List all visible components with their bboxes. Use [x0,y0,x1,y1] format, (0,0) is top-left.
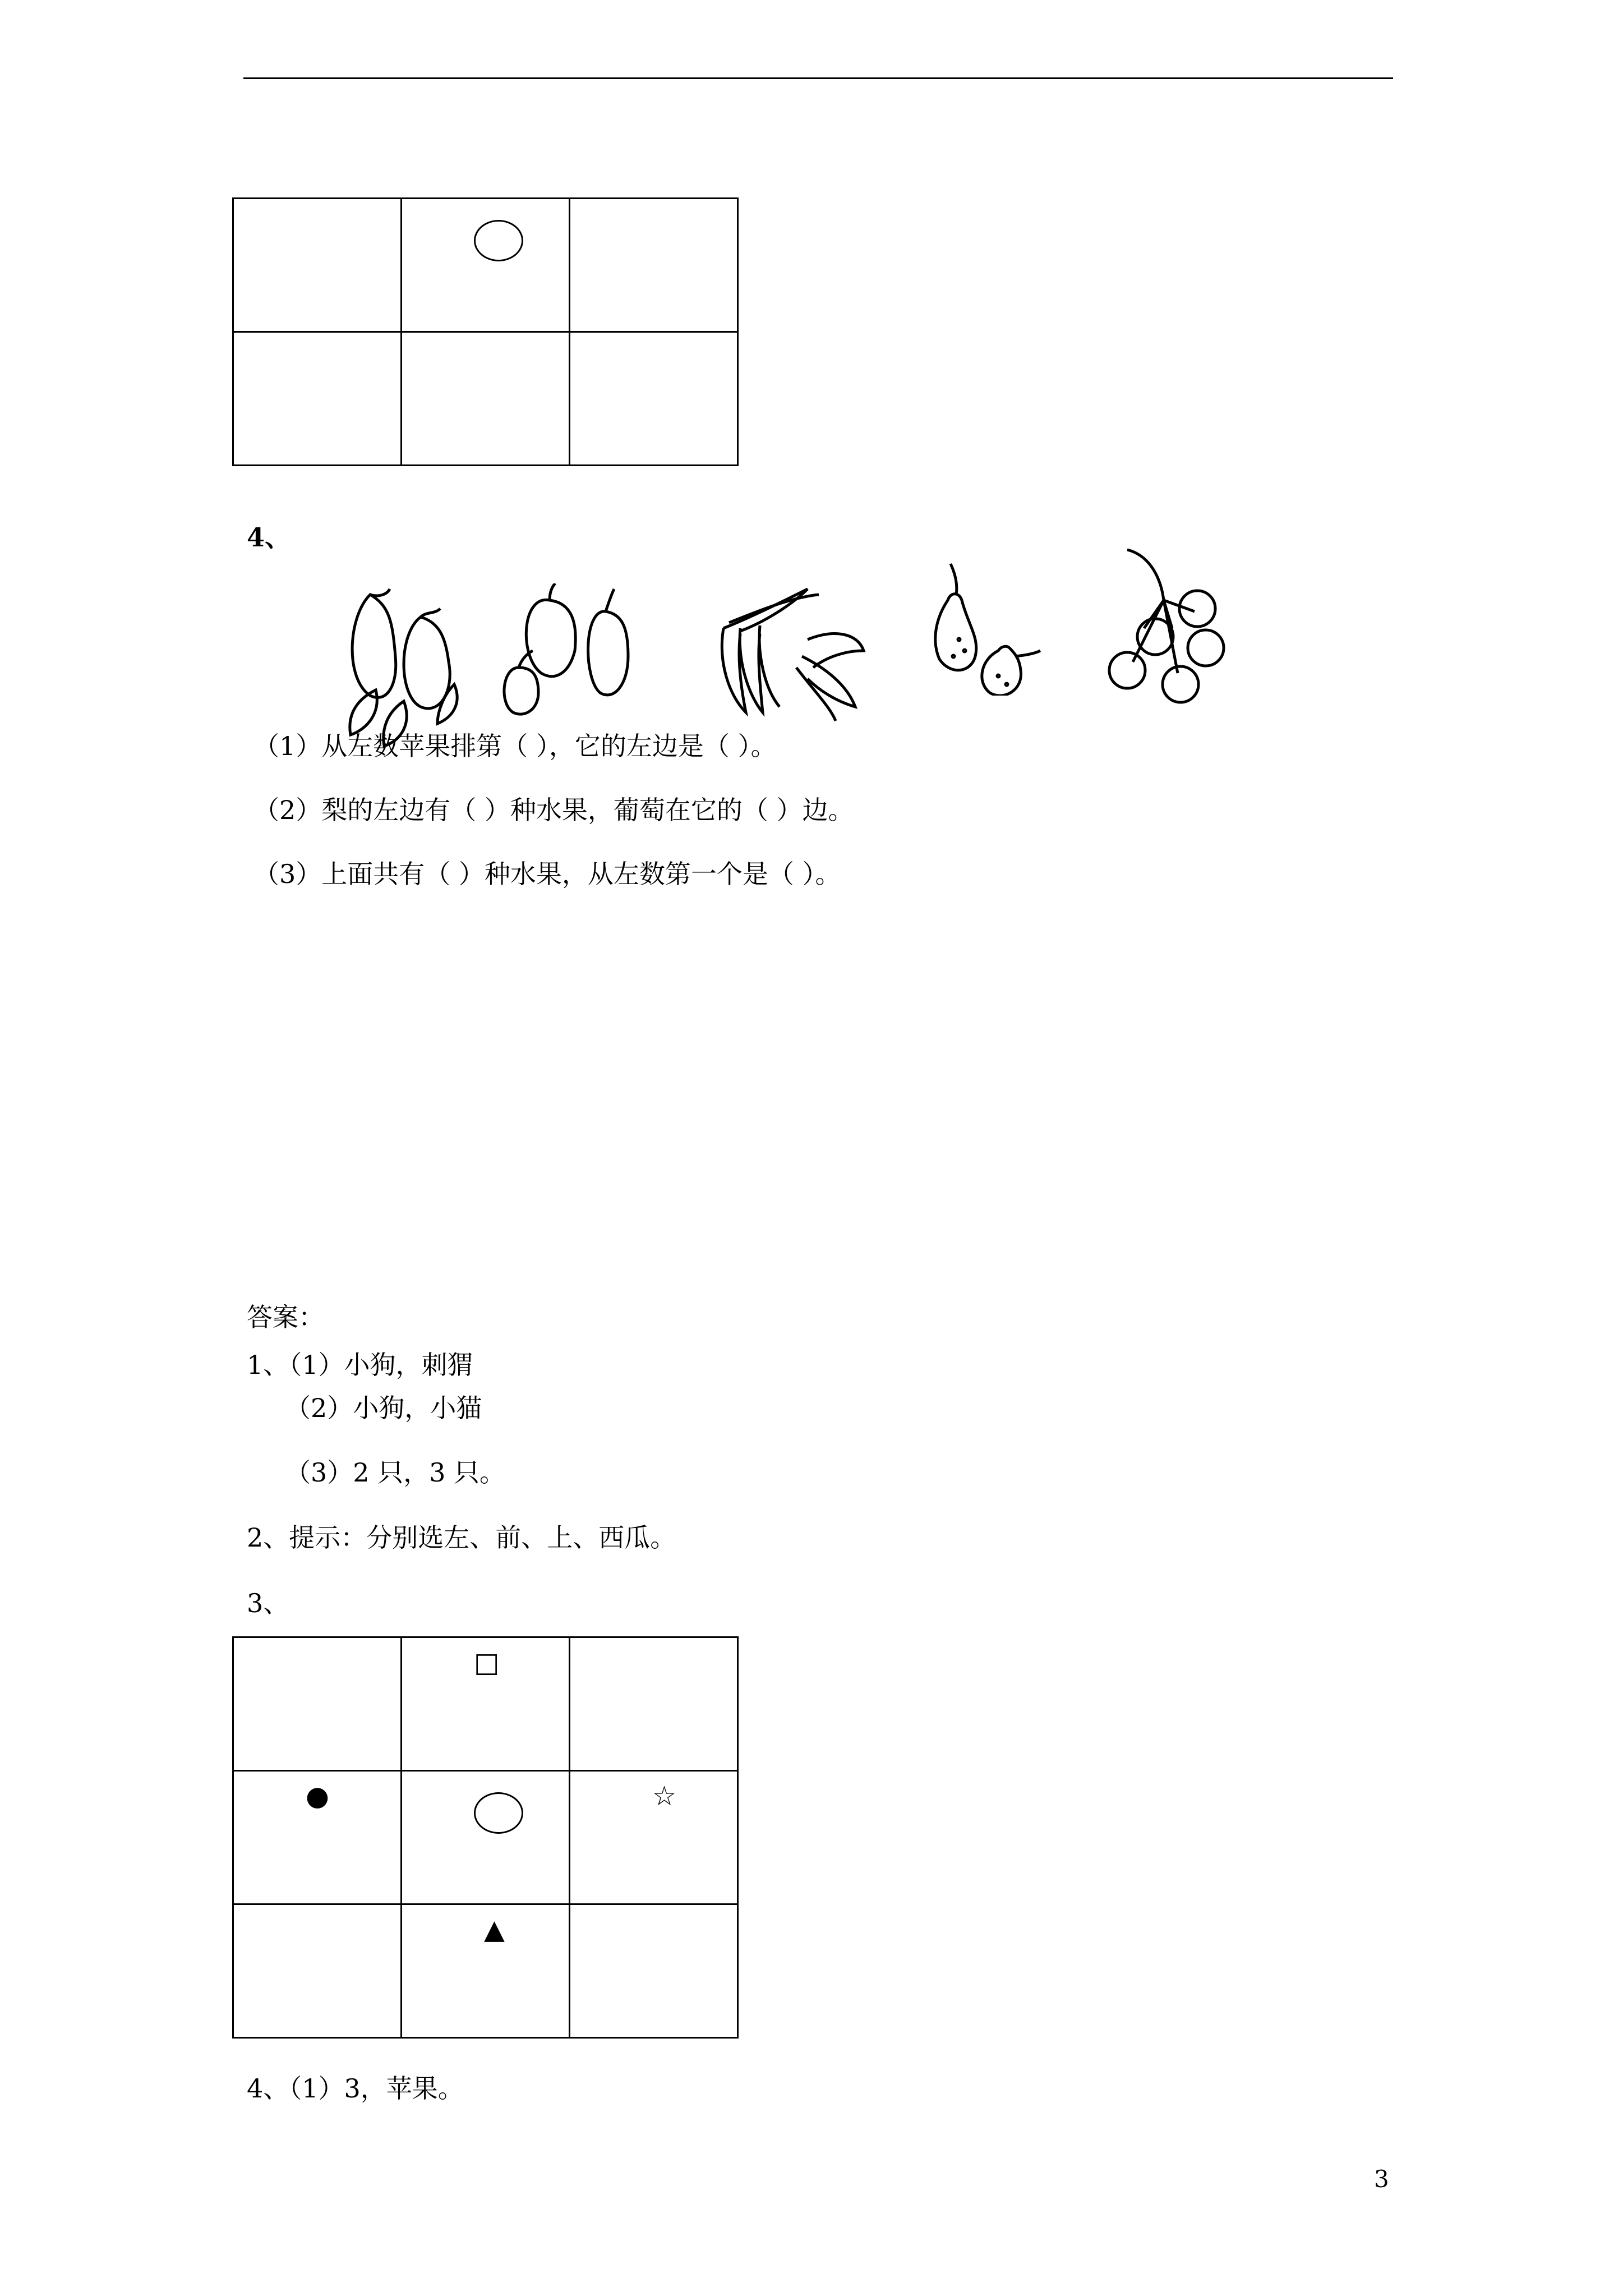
answer-2: 2、提示：分别选左、前、上、西瓜。 [247,1522,676,1553]
grid-cell [233,332,402,466]
pear-icon [925,561,1054,696]
grid-cell [570,332,738,466]
square-symbol: □ [474,1647,500,1678]
triangle-symbol: ▲ [484,1914,505,1945]
grid-cell [402,332,570,466]
grid-cell [233,199,402,332]
grid-cell [570,1904,738,2038]
grid-cell [402,1904,570,2038]
answer-1-3: （3）2 只，3 只。 [285,1457,506,1488]
grid-cell [402,1771,570,1904]
grid-cell [402,199,570,332]
header-rule [243,77,1393,79]
grid-cell [233,1771,402,1904]
answers-title: 答案： [247,1302,324,1332]
apple-icon [494,583,662,718]
question-4-2: （2）梨的左边有（ ）种水果，葡萄在它的（ ）边。 [253,795,854,825]
question-4-1: （1）从左数苹果排第（ ），它的左边是（ ）。 [253,731,777,761]
answer-3-label: 3、 [247,1588,289,1618]
grid-cell [570,1771,738,1904]
answer-1-1: 1、（1）小狗，刺猬 [247,1350,473,1380]
position-grid-answer [232,1636,739,2039]
grape-icon [1099,544,1245,712]
grid-cell [233,1637,402,1771]
grid-cell [233,1904,402,2038]
peach-icon [336,583,482,752]
page-number: 3 [1374,2165,1389,2193]
answer-4: 4、（1）3，苹果。 [247,2073,464,2104]
grid-cell [402,1637,570,1771]
star-symbol: ☆ [652,1780,677,1812]
banana-icon [707,578,875,724]
grid-cell [570,199,738,332]
position-grid-question [232,197,739,466]
answer-1-2: （2）小狗，小猫 [285,1393,482,1423]
oval-shape [474,1792,523,1834]
grid-cell [570,1637,738,1771]
oval-shape [474,220,523,261]
question-4-3: （3）上面共有（ ）种水果，从左数第一个是（ ）。 [253,859,841,889]
filled-circle-symbol: ● [306,1780,329,1812]
question-4-label: 4、 [247,522,291,553]
